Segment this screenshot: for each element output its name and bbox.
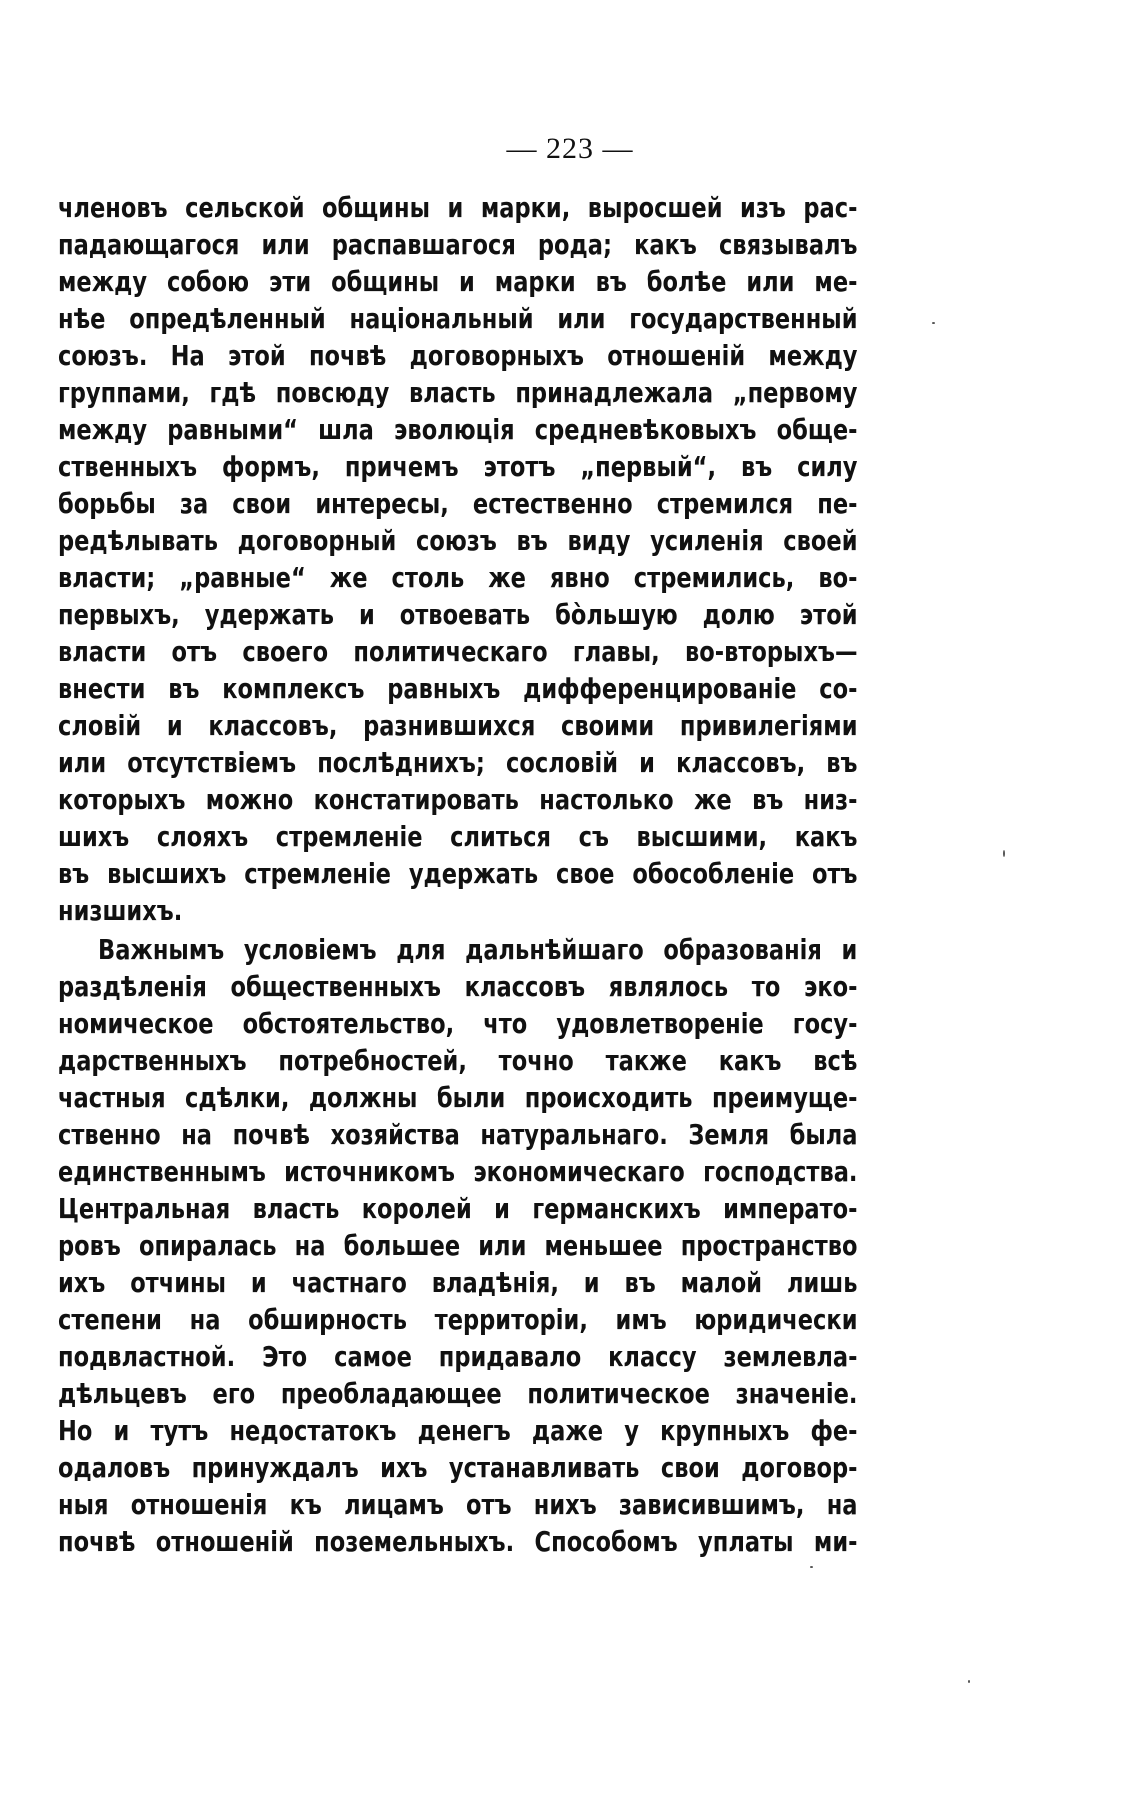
text-line: номическое обстоятельство, что удовлетвореніе госу- (58, 1008, 858, 1040)
text-line: группами, гдѣ повсюду власть принадлежала „первому (58, 377, 858, 409)
text-line: борьбы за свои интересы, естественно стремился пе- (58, 488, 858, 520)
text-line: почвѣ отношеній поземельныхъ. Способомъ уплаты ми- (58, 1526, 858, 1558)
text-line: ровъ опиралась на большее или меньшее пространство (58, 1230, 858, 1262)
text-line: низшихъ. (58, 895, 183, 927)
text-line: дарственныхъ потребностей, точно также какъ всѣ (58, 1045, 858, 1077)
text-line: между собою эти общины и марки въ болѣе или ме- (58, 266, 858, 298)
text-line: членовъ сельской общины и марки, выросшей изъ рас- (58, 192, 858, 224)
text-line: между равными“ шла эволюція средневѣковыхъ обще- (58, 414, 858, 446)
page-number: — 223 — (506, 132, 634, 165)
text-line: частныя сдѣлки, должны были происходить преимуще- (58, 1082, 858, 1114)
text-line: ственно на почвѣ хозяйства натуральнаго. Земля была (58, 1119, 858, 1151)
text-line: которыхъ можно констатировать настолько же въ низ- (58, 784, 858, 816)
text-line: союзъ. На этой почвѣ договорныхъ отношеній между (58, 340, 858, 372)
text-line: власти отъ своего политическаго главы, во-вторыхъ— (58, 636, 858, 668)
text-line: власти; „равные“ же столь же явно стремились, во- (58, 562, 858, 594)
text-line: или отсутствіемъ послѣднихъ; сословій и классовъ, въ (58, 747, 858, 779)
text-line: внести въ комплексъ равныхъ дифференцированіе со- (58, 673, 858, 705)
text-line: дѣльцевъ его преобладающее политическое значеніе. (58, 1378, 858, 1410)
scan-speck (1003, 850, 1005, 857)
text-line: одаловъ принуждалъ ихъ устанавливать свои договор- (58, 1452, 858, 1484)
text-line: словій и классовъ, разнившихся своими привилегіями (58, 710, 858, 742)
text-line: единственнымъ источникомъ экономическаго господства. (58, 1156, 858, 1188)
text-line: степени на обширность территоріи, имъ юридически (58, 1304, 858, 1336)
text-line: подвластной. Это самое придавало классу землевла- (58, 1341, 858, 1373)
text-line: Но и тутъ недостатокъ денегъ даже у крупныхъ фе- (58, 1415, 858, 1447)
text-line: шихъ слояхъ стремленіе слиться съ высшими, какъ (58, 821, 858, 853)
text-line: въ высшихъ стремленіе удержать свое обособленіе отъ (58, 858, 858, 890)
text-line: раздѣленія общественныхъ классовъ являлось то эко- (58, 971, 858, 1003)
scan-speck (932, 322, 935, 324)
text-line: падающагося или распавшагося рода; какъ связывалъ (58, 229, 858, 261)
text-line: редѣлывать договорный союзъ въ виду усиленія своей (58, 525, 858, 557)
paragraph-first-line: Важнымъ условіемъ для дальнѣйшаго образованія и (98, 934, 858, 966)
text-line: ихъ отчины и частнаго владѣнія, и въ малой лишь (58, 1267, 858, 1299)
text-line: ныя отношенія къ лицамъ отъ нихъ зависившимъ, на (58, 1489, 858, 1521)
scan-speck (968, 1680, 970, 1683)
text-line: нѣе опредѣленный національный или государственный (58, 303, 858, 335)
text-line: первыхъ, удержать и отвоевать бо̀льшую долю этой (58, 599, 858, 631)
text-line: ственныхъ формъ, причемъ этотъ „первый“, въ силу (58, 451, 858, 483)
scan-speck (810, 1566, 813, 1568)
text-line: Центральная власть королей и германскихъ императо- (58, 1193, 858, 1225)
